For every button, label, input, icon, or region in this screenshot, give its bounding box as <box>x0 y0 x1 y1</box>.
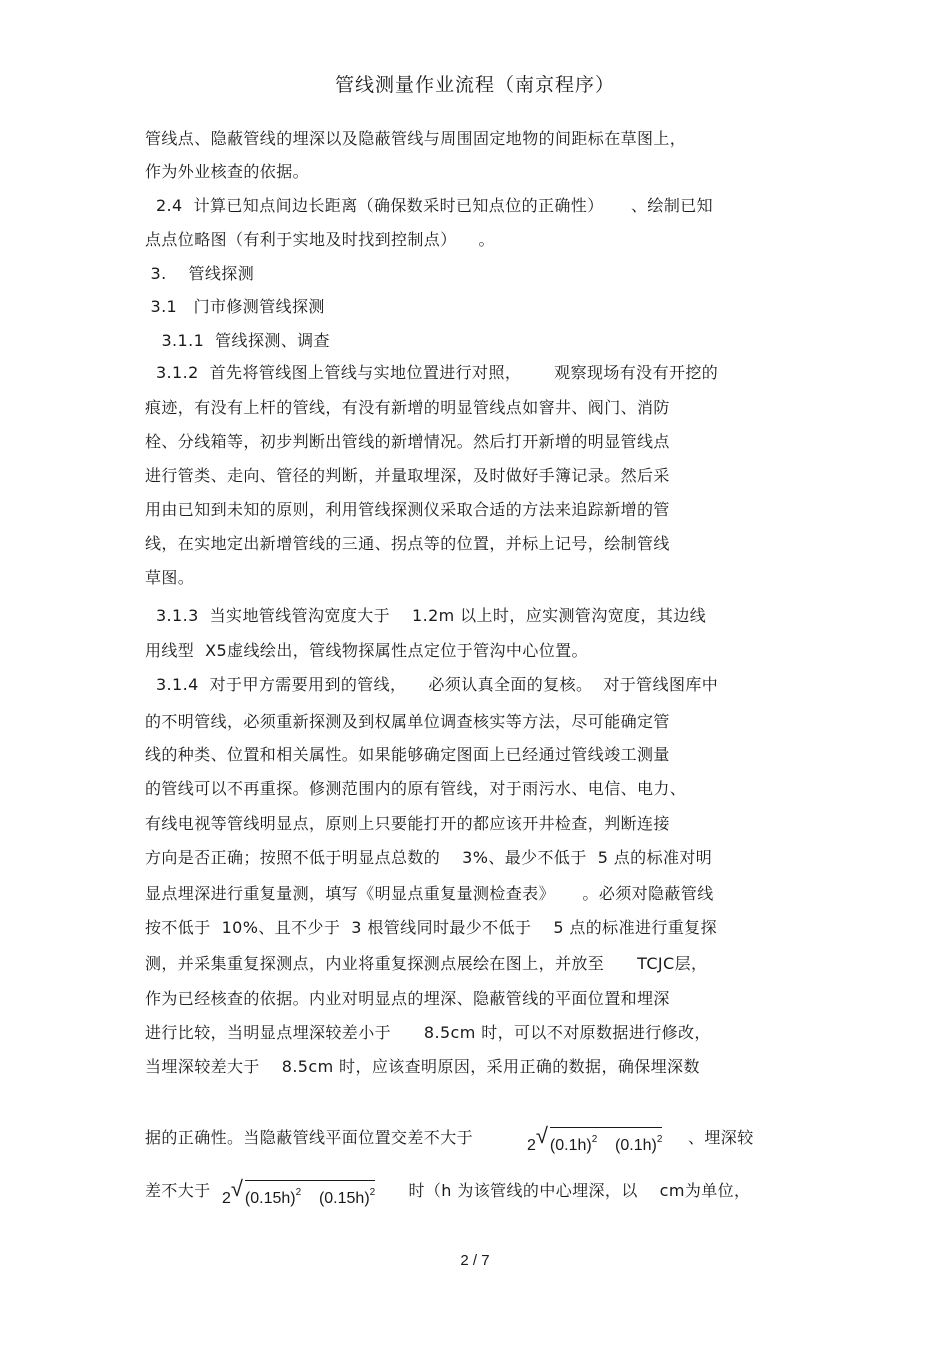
formula-term: (0.1h) <box>615 1137 657 1154</box>
square-root <box>535 1123 663 1157</box>
text-line: 有线电视等管线明显点，原则上只要能打开的都应该开井检查，判断连接 <box>145 814 670 833</box>
text-line: 线的种类、位置和相关属性。如果能够确定图面上已经通过管线竣工测量 <box>145 745 670 764</box>
formula-exponent: 2 <box>656 1134 663 1145</box>
formula-term: (0.15h) <box>318 1190 370 1207</box>
text-line: 按不低于 10%、且不少于 3 根管线同时最少不低于 5 点的标准进行重复探 <box>145 918 717 937</box>
formula-coefficient: 2 <box>527 1137 536 1154</box>
formula-exponent: 2 <box>369 1187 376 1198</box>
formula-term: (0.1h) <box>549 1137 592 1154</box>
text-line: 方向是否正确；按照不低于明显点总数的 3%、最少不低于 5 点的标准对明 <box>145 848 713 867</box>
text-line: 进行管类、走向、管径的判断，并量取埋深，及时做好手簿记录。然后采 <box>145 466 670 485</box>
text-line: 测，并采集重复探测点，内业将重复探测点展绘在图上，并放至 TCJC层， <box>145 954 708 973</box>
text-line: 草图。 <box>145 568 195 587</box>
text-line: 线，在实地定出新增管线的三通、拐点等的位置，并标上记号，绘制管线 <box>145 534 670 553</box>
text-line: 管线点、隐蔽管线的埋深以及隐蔽管线与周围固定地物的间距标在草图上， <box>145 129 687 148</box>
text-line: 3. 管线探测 <box>145 264 255 283</box>
text-line: 的管线可以不再重探。修测范围内的原有管线，对于雨污水、电信、电力、 <box>145 779 687 798</box>
text-line: 显点埋深进行重复量测，填写《明显点重复量测检查表》 。必须对隐蔽管线 <box>145 884 714 903</box>
text-line: 3.1.4 对于甲方需要用到的管线， 必须认真全面的复核。 对于管线图库中 <box>145 675 719 694</box>
text-line: 当埋深较差大于 8.5cm 时，应该查明原因，采用正确的数据，确保埋深数 <box>145 1057 700 1076</box>
text-line: 3.1.2 首先将管线图上管线与实地位置进行对照， 观察现场有没有开挖的 <box>145 363 719 382</box>
text-line: 痕迹，有没有上杆的管线，有没有新增的明显管线点如窨井、阀门、消防 <box>145 398 670 417</box>
square-root <box>230 1176 376 1210</box>
text-line: 时（h 为该管线的中心埋深，以 cm为单位， <box>403 1181 751 1200</box>
text-line: 用由已知到未知的原则，利用管线探测仪采取合适的方法来追踪新增的管 <box>145 500 670 519</box>
formula-coefficient: 2 <box>222 1190 231 1207</box>
text-line: 作为外业核查的依据。 <box>145 162 310 181</box>
page-number: 2 / 7 <box>460 1252 490 1269</box>
text-line: 用线型 X5虚线绘出，管线物探属性点定位于管沟中心位置。 <box>145 641 588 660</box>
radical-sign: √ <box>535 1123 548 1148</box>
text-line: 据的正确性。当隐蔽管线平面位置交差不大于 <box>145 1128 474 1147</box>
text-line: 2.4 计算已知点间边长距离（确保数采时已知点位的正确性） 、绘制已知 <box>145 196 714 215</box>
text-line: 3.1.1 管线探测、调查 <box>145 331 330 350</box>
formula-term: (0.15h) <box>244 1190 296 1207</box>
radical-sign: √ <box>230 1176 243 1201</box>
text-line: 作为已经核查的依据。内业对明显点的埋深、隐蔽管线的平面位置和埋深 <box>145 989 670 1008</box>
text-line: 3.1.3 当实地管线管沟宽度大于 1.2m 以上时，应实测管沟宽度，其边线 <box>145 606 707 625</box>
formula-exponent: 2 <box>591 1134 598 1145</box>
text-line: 的不明管线，必须重新探测及到权属单位调查核实等方法，尽可能确定管 <box>145 712 670 731</box>
text-line: 3.1 门市修测管线探测 <box>145 297 325 316</box>
formula-depth-tolerance <box>222 1176 376 1210</box>
text-line: 、埋深较 <box>688 1128 754 1147</box>
text-line: 差不大于 <box>145 1181 222 1200</box>
text-line: 栓、分线箱等，初步判断出管线的新增情况。然后打开新增的明显管线点 <box>145 432 670 451</box>
formula-exponent: 2 <box>295 1187 302 1198</box>
formula-plane-tolerance <box>527 1123 663 1157</box>
text-line: 进行比较，当明显点埋深较差小于 8.5cm 时，可以不对原数据进行修改， <box>145 1023 711 1042</box>
text-line: 点点位略图（有利于实地及时找到控制点） 。 <box>145 230 495 249</box>
page-title: 管线测量作业流程（南京程序） <box>334 74 615 96</box>
